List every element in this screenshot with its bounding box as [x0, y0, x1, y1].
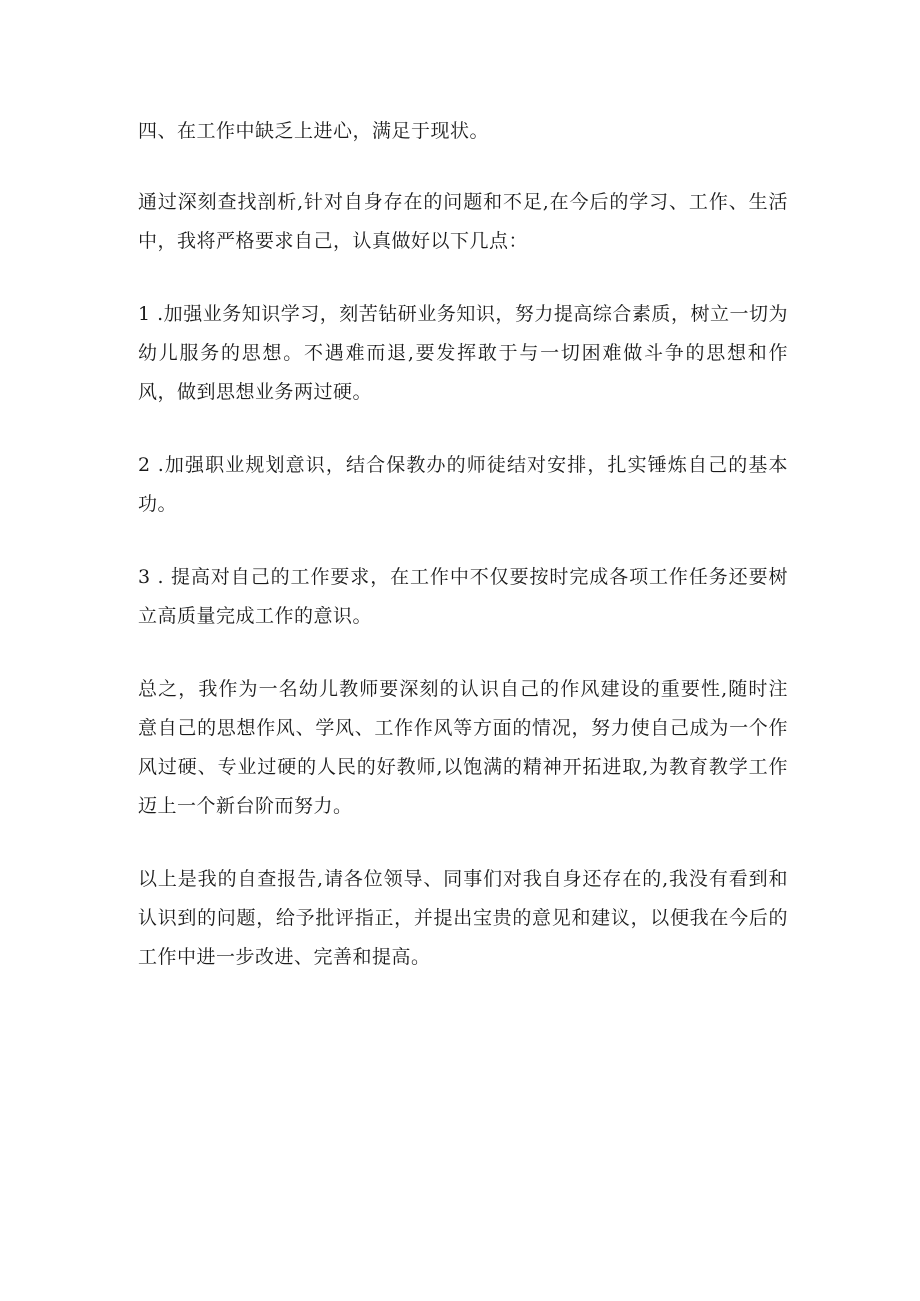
paragraph-closing: 以上是我的自查报告,请各位领导、同事们对我自身还存在的,我没有看到和认识到的问题，给予批评指正，并提出宝贵的意见和建议，以便我在今后的工作中进一步改进、完善和提高。 [138, 868, 788, 968]
document-body [138, 112, 788, 1011]
paragraph-point-one: 1 .加强业务知识学习，刻苦钻研业务知识，努力提高综合素质，树立一切为幼儿服务的思想。不遇难而退,要发挥敢于与一切困难做斗争的思想和作风，做到思想业务两过硬。 [138, 303, 788, 403]
paragraph-intro-improvement: 通过深刻查找剖析,针对自身存在的问题和不足,在今后的学习、工作、生活中，我将严格要求自己，认真做好以下几点： [138, 191, 788, 252]
paragraph-problem-four: 四、在工作中缺乏上进心，满足于现状。 [138, 120, 490, 142]
paragraph-point-two: 2 .加强职业规划意识，结合保教办的师徒结对安排，扎实锤炼自己的基本功。 [138, 454, 788, 515]
paragraph-summary: 总之，我作为一名幼儿教师要深刻的认识自己的作风建设的重要性,随时注意自己的思想作风、学风、工作作风等方面的情况，努力使自己成为一个作风过硬、专业过硬的人民的好教师,以饱满的精神开拓进取,为教育教学工作迈上一个新台阶而努力。 [138, 678, 788, 817]
paragraph-point-three: 3 . 提高对自己的工作要求，在工作中不仅要按时完成各项工作任务还要树立高质量完成工作的意识。 [138, 566, 788, 627]
